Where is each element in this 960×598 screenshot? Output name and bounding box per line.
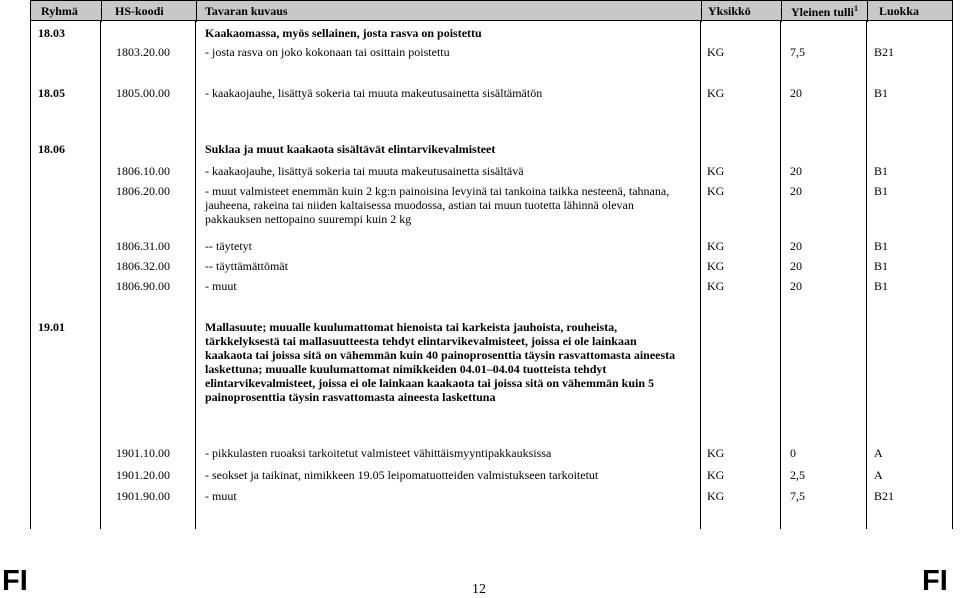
description: -- täyttämättömät bbox=[205, 259, 288, 273]
hs-code: 1901.10.00 bbox=[116, 446, 170, 460]
unit: KG bbox=[707, 468, 725, 482]
description: - muut bbox=[205, 489, 237, 503]
header-ryhma: Ryhmä bbox=[41, 4, 78, 18]
rate: 20 bbox=[790, 279, 802, 293]
unit: KG bbox=[707, 489, 725, 503]
description: - seokset ja taikinat, nimikkeen 19.05 leipomatuotteiden valmistukseen tarkoitetut bbox=[205, 468, 599, 482]
grid-line bbox=[195, 21, 196, 529]
header-luokka: Luokka bbox=[879, 4, 920, 18]
group-title-line: elintarvikevalmisteet, joissa ei ole lainkaan kaakaota tai joissa sitä on vähemmän kuin 5 bbox=[205, 376, 655, 390]
grid-line bbox=[100, 21, 101, 529]
class: A bbox=[874, 468, 883, 482]
rate: 20 bbox=[790, 164, 802, 178]
class: B1 bbox=[874, 164, 889, 178]
grid-line bbox=[780, 21, 781, 529]
rate: 0 bbox=[790, 446, 796, 460]
rate: 20 bbox=[790, 184, 802, 198]
description: - muut bbox=[205, 279, 237, 293]
description: - josta rasva on joko kokonaan tai osittain poistettu bbox=[205, 45, 450, 59]
unit: KG bbox=[707, 164, 725, 178]
group-title-line: tärkkelyksestä tai mallasuutteesta tehdyt elintarvikevalmisteet, joissa ei ole lainkaan bbox=[205, 334, 637, 348]
group-title-line: painoprosenttia täysin rasvattomasta aineesta laskettuna bbox=[205, 390, 496, 404]
table-header bbox=[30, 0, 953, 21]
hs-code: 1803.20.00 bbox=[116, 45, 170, 59]
class: B1 bbox=[874, 259, 889, 273]
description: -- täytetyt bbox=[205, 239, 252, 253]
class: B21 bbox=[874, 45, 895, 59]
class: B1 bbox=[874, 239, 889, 253]
rate: 20 bbox=[790, 86, 802, 100]
hs-code: 1806.31.00 bbox=[116, 239, 170, 253]
description-line: jauheena, rakeina tai niiden kaltaisessa muodossa, astian tai muun tuotetta lähinnä olevan bbox=[205, 198, 634, 212]
class: B1 bbox=[874, 86, 889, 100]
hs-code: 1806.32.00 bbox=[116, 259, 170, 273]
header-hs-koodi: HS-koodi bbox=[115, 4, 164, 18]
class: B1 bbox=[874, 184, 889, 198]
group-title: Suklaa ja muut kaakaota sisältävät elintarvikevalmisteet bbox=[205, 142, 496, 156]
rate: 20 bbox=[790, 239, 802, 253]
unit: KG bbox=[707, 86, 725, 100]
description-line: pakkauksen nettopaino suurempi kuin 2 kg bbox=[205, 212, 412, 226]
grid-line bbox=[30, 21, 31, 529]
unit: KG bbox=[707, 446, 725, 460]
group-title-line: Mallasuute; muualle kuulumattomat hienoista tai karkeista jauhoista, rouheista, bbox=[205, 320, 618, 334]
unit: KG bbox=[707, 184, 725, 198]
group-number: 19.01 bbox=[38, 320, 65, 334]
group-number: 18.03 bbox=[38, 26, 65, 40]
description: - pikkulasten ruoaksi tarkoitetut valmisteet vähittäismyyntipakkauksissa bbox=[205, 446, 552, 460]
group-title-line: kaakaota tai joissa sitä on vähemmän kuin 40 painoprosenttia täysin rasvattomasta aineesta bbox=[205, 348, 676, 362]
group-title: Kaakaomassa, myös sellainen, josta rasva on poistettu bbox=[205, 26, 482, 40]
class: B21 bbox=[874, 489, 895, 503]
header-yleinen-tulli: Yleinen tulli$^1$ bbox=[791, 4, 859, 19]
group-number: 18.06 bbox=[38, 142, 65, 156]
rate: 20 bbox=[790, 259, 802, 273]
unit: KG bbox=[707, 279, 725, 293]
header-yksikko: Yksikkö bbox=[708, 4, 751, 18]
grid-line bbox=[700, 21, 701, 529]
unit: KG bbox=[707, 259, 725, 273]
grid-line bbox=[952, 21, 953, 529]
hs-code: 1806.20.00 bbox=[116, 184, 170, 198]
hs-code: 1806.90.00 bbox=[116, 279, 170, 293]
footer-language-mark-right: FI bbox=[922, 565, 948, 597]
unit: KG bbox=[707, 239, 725, 253]
grid-line bbox=[866, 21, 867, 529]
rate: 7,5 bbox=[790, 489, 805, 503]
hs-code: 1806.10.00 bbox=[116, 164, 170, 178]
class: A bbox=[874, 446, 883, 460]
hs-code: 1805.00.00 bbox=[116, 86, 170, 100]
unit: KG bbox=[707, 45, 725, 59]
hs-code: 1901.20.00 bbox=[116, 468, 170, 482]
header-kuvaus: Tavaran kuvaus bbox=[205, 4, 288, 18]
description-line: - muut valmisteet enemmän kuin 2 kg:n painoisina levyinä tai tankoina taikka nesteenä, tahnana, bbox=[205, 184, 670, 198]
description: - kaakaojauhe, lisättyä sokeria tai muuta makeutusainetta sisältävä bbox=[205, 164, 524, 178]
hs-code: 1901.90.00 bbox=[116, 489, 170, 503]
group-number: 18.05 bbox=[38, 86, 65, 100]
class: B1 bbox=[874, 279, 889, 293]
group-title-line: laskettuna; muualle kuulumattomat nimikkeiden 04.01–04.04 tuotteista tehdyt bbox=[205, 362, 607, 376]
footer-language-mark-left: FI bbox=[2, 565, 28, 597]
description: - kaakaojauhe, lisättyä sokeria tai muuta makeutusainetta sisältämätön bbox=[205, 86, 543, 100]
rate: 2,5 bbox=[790, 468, 805, 482]
rate: 7,5 bbox=[790, 45, 805, 59]
page-number: 12 bbox=[472, 582, 486, 597]
